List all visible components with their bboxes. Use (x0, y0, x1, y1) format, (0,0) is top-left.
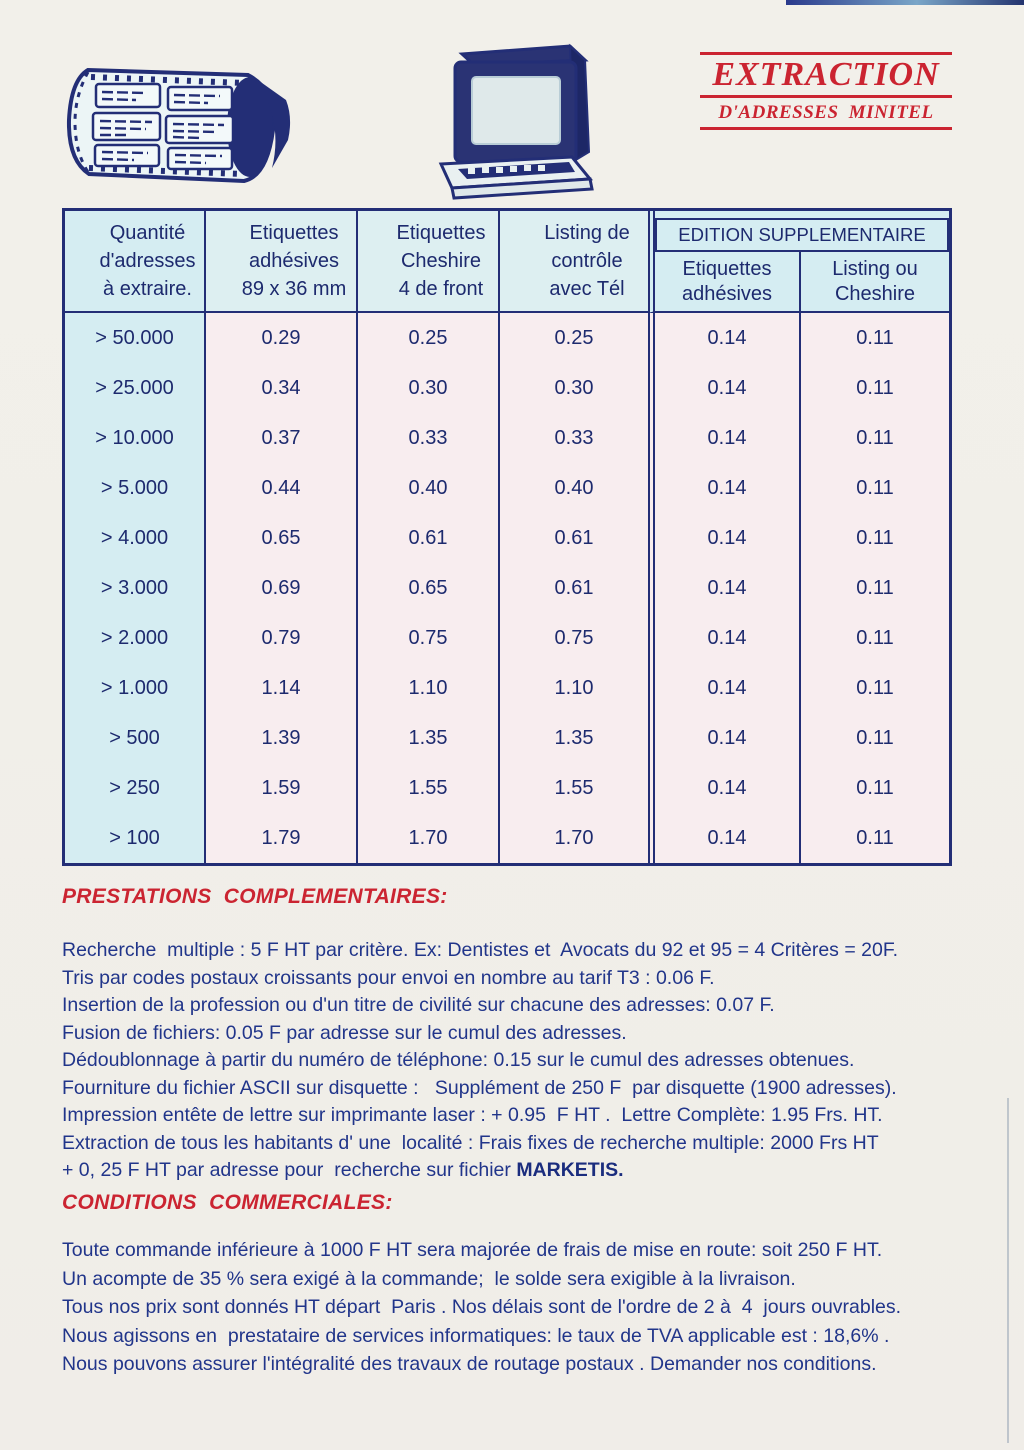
adhesive-price-cell: 0.34 (206, 363, 358, 413)
cheshire-price-cell: 0.75 (358, 613, 500, 663)
text-line: Impression entête de lettre sur imprimante laser : + 0.95 F HT . Lettre Complète: 1.95 Frs. HT. (62, 1104, 883, 1126)
conditions-section (62, 1190, 1012, 1379)
col-header-quantity: Quantité d'adresses à extraire. (65, 211, 206, 313)
cheshire-price-cell: 0.25 (358, 313, 500, 363)
text-line: Recherche multiple : 5 F HT par critère. Ex: Dentistes et Avocats du 92 et 95 = 4 Critères = 20F. (62, 939, 899, 961)
edition-listing-price-cell: 0.11 (799, 313, 949, 363)
edition-subheader-adhesive: Etiquettes adhésives (681, 257, 773, 305)
adhesive-labels-roll-icon (58, 56, 296, 194)
listing-price-cell: 0.75 (554, 626, 594, 649)
edition-adhesive-price-cell: 0.14 (648, 613, 799, 663)
cheshire-price-cell: 1.55 (358, 763, 500, 813)
listing-price-cell: 0.33 (554, 426, 594, 449)
listing-price-cell: 0.61 (554, 576, 594, 599)
prestations-heading: PRESTATIONS COMPLEMENTAIRES: (62, 885, 448, 908)
text-line: Un acompte de 35 % sera exigé à la commande; le solde sera exigible à la livraison. (62, 1267, 796, 1290)
text-line: Dédoublonnage à partir du numéro de téléphone: 0.15 sur le cumul des adresses obtenues. (62, 1049, 855, 1071)
adhesive-price-cell: 1.39 (206, 713, 358, 763)
edition-adhesive-price-cell: 0.14 (648, 363, 799, 413)
listing-price-cell: 0.40 (554, 476, 594, 499)
page-title: EXTRACTION (712, 56, 940, 93)
text-line: Fourniture du fichier ASCII sur disquette : Supplément de 250 F par disquette (1900 adresses). (62, 1076, 897, 1099)
edition-adhesive-price-cell: 0.14 (648, 513, 799, 563)
quantity-cell: > 25.000 (65, 363, 206, 413)
text-line: Nous agissons en prestataire de services informatiques: le taux de TVA applicable est : 18,6% . (62, 1324, 890, 1347)
edition-adhesive-price-cell: 0.14 (648, 313, 799, 363)
adhesive-price-cell: 0.65 (206, 513, 358, 563)
quantity-cell: > 2.000 (65, 613, 206, 663)
quantity-cell: > 5.000 (65, 463, 206, 513)
col-header-adhesive-labels: Etiquettes adhésives 89 x 36 mm (206, 211, 358, 313)
title-rule-bottom (700, 127, 952, 130)
cheshire-price-cell: 0.61 (358, 513, 500, 563)
edition-adhesive-price-cell: 0.14 (648, 463, 799, 513)
adhesive-price-cell: 0.44 (206, 463, 358, 513)
edition-supplementaire-header (648, 211, 949, 313)
adhesive-price-cell: 1.14 (206, 663, 358, 713)
quantity-cell: > 100 (65, 813, 206, 863)
cheshire-price-cell: 0.65 (358, 563, 500, 613)
cheshire-price-cell: 0.30 (358, 363, 500, 413)
cheshire-price-cell: 1.10 (358, 663, 500, 713)
edition-listing-price-cell: 0.11 (799, 463, 949, 513)
cheshire-price-cell: 1.70 (358, 813, 500, 863)
prestations-text (62, 937, 1007, 1157)
edition-adhesive-price-cell: 0.14 (648, 563, 799, 613)
edition-subheaders (655, 252, 949, 311)
text-line: Nous pouvons assurer l'intégralité des travaux de routage postaux . Demander nos conditions. (62, 1353, 877, 1375)
text-line: Insertion de la profession ou d'un titre de civilité sur chacune des adresses: 0.07 F. (62, 994, 775, 1016)
listing-price-cell: 1.55 (554, 776, 594, 799)
conditions-text (62, 1236, 1012, 1379)
minitel-terminal-icon (422, 40, 617, 208)
prestations-section (62, 884, 1007, 1185)
listing-price-cell: 1.10 (554, 676, 594, 699)
edition-listing-price-cell: 0.11 (799, 663, 949, 713)
quantity-cell: > 10.000 (65, 413, 206, 463)
edition-listing-price-cell: 0.11 (799, 763, 949, 813)
listing-price-cell: 1.70 (554, 826, 594, 849)
quantity-cell: > 4.000 (65, 513, 206, 563)
edition-listing-price-cell: 0.11 (799, 413, 949, 463)
cheshire-price-cell: 0.40 (358, 463, 500, 513)
adhesive-price-cell: 1.59 (206, 763, 358, 813)
quantity-cell: > 500 (65, 713, 206, 763)
col-header-listing: Listing de contrôle avec Tél (500, 211, 648, 313)
text-line: Extraction de tous les habitants d' une localité : Frais fixes de recherche multiple: 2000 Frs HT (62, 1131, 879, 1154)
marketis-bold-text: MARKETIS. (516, 1159, 624, 1181)
edition-adhesive-price-cell: 0.14 (648, 413, 799, 463)
adhesive-price-cell: 0.29 (206, 313, 358, 363)
col-header-cheshire-labels: Etiquettes Cheshire 4 de front (358, 211, 500, 313)
text-line: Tous nos prix sont donnés HT départ Paris . Nos délais sont de l'ordre de 2 à 4 jours ouvrables. (62, 1296, 902, 1318)
edition-listing-price-cell: 0.11 (799, 563, 949, 613)
edition-listing-price-cell: 0.11 (799, 613, 949, 663)
listing-price-cell: 0.25 (554, 326, 594, 349)
conditions-heading: CONDITIONS COMMERCIALES: (62, 1191, 393, 1214)
text-line: Fusion de fichiers: 0.05 F par adresse sur le cumul des adresses. (62, 1021, 627, 1044)
quantity-cell: > 50.000 (65, 313, 206, 363)
edition-adhesive-price-cell: 0.14 (648, 763, 799, 813)
text-line: Toute commande inférieure à 1000 F HT sera majorée de frais de mise en route: soit 250 F HT. (62, 1239, 883, 1261)
text-line: Tris par codes postaux croissants pour envoi en nombre au tarif T3 : 0.06 F. (62, 966, 715, 989)
listing-price-cell: 0.61 (554, 526, 594, 549)
edition-listing-price-cell: 0.11 (799, 363, 949, 413)
text-line-marketis: + 0, 25 F HT par adresse pour recherche sur fichier MARKETIS. (62, 1159, 624, 1181)
listing-price-cell: 0.30 (554, 376, 594, 399)
adhesive-price-cell: 0.37 (206, 413, 358, 463)
title-block (700, 52, 952, 130)
edition-listing-price-cell: 0.11 (799, 813, 949, 863)
adhesive-price-cell: 1.79 (206, 813, 358, 863)
adhesive-price-cell: 0.79 (206, 613, 358, 663)
page-subtitle: D'ADRESSES MINITEL (718, 102, 934, 123)
edition-adhesive-price-cell: 0.14 (648, 813, 799, 863)
pricing-table (62, 208, 952, 866)
edition-subheader-listing: Listing ou Cheshire (799, 252, 949, 311)
edition-adhesive-price-cell: 0.14 (648, 713, 799, 763)
edition-supplementaire-title: EDITION SUPPLEMENTAIRE (655, 218, 949, 252)
scan-top-edge-artifact (786, 0, 1024, 5)
quantity-cell: > 250 (65, 763, 206, 813)
edition-listing-price-cell: 0.11 (799, 513, 949, 563)
adhesive-price-cell: 0.69 (206, 563, 358, 613)
quantity-cell: > 3.000 (65, 563, 206, 613)
edition-adhesive-price-cell: 0.14 (648, 663, 799, 713)
listing-price-cell: 1.35 (554, 726, 594, 749)
edition-listing-price-cell: 0.11 (799, 713, 949, 763)
cheshire-price-cell: 0.33 (358, 413, 500, 463)
quantity-cell: > 1.000 (65, 663, 206, 713)
cheshire-price-cell: 1.35 (358, 713, 500, 763)
